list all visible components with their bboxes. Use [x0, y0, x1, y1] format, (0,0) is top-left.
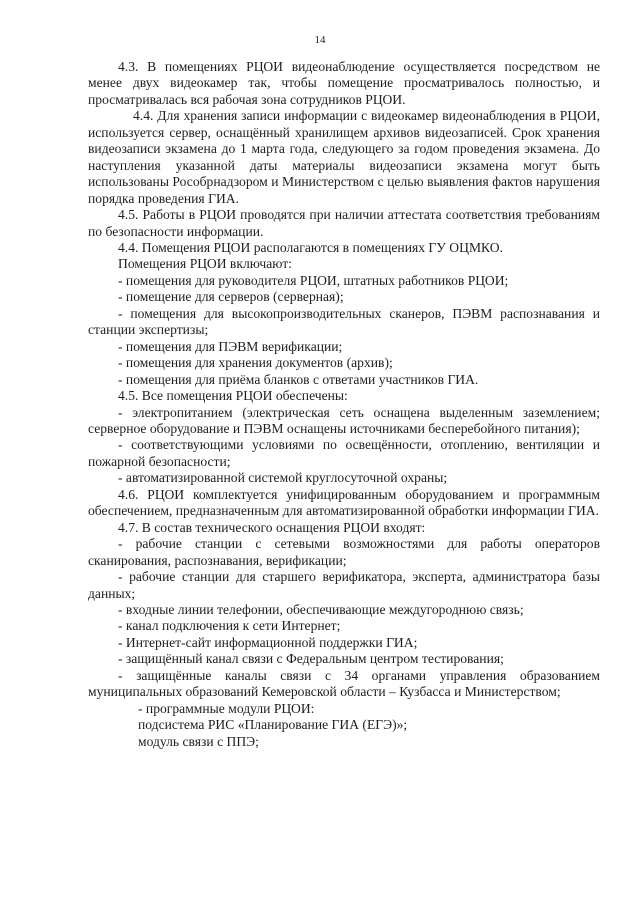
paragraph: - защищённый канал связи с Федеральным центром тестирования; [118, 651, 504, 667]
paragraph: - программные модули РЦОИ: [138, 700, 315, 716]
document-body [88, 59, 600, 750]
paragraph: 4.3. В помещениях РЦОИ видеонаблюдение осуществляется посредством не менее двух видеокамер так, чтобы помещение просматривалось полностью, и просматривалась вся рабочая зона сотрудников РЦОИ. [88, 59, 600, 107]
paragraph: - помещения для хранения документов (архив); [118, 355, 393, 371]
paragraph: - автоматизированной системой круглосуточной охраны; [118, 470, 448, 486]
page-number: 14 [314, 34, 326, 46]
paragraph: - защищённые каналы связи с 34 органами управления образованием муниципальных образований Кемеровской области – Кузбасса и Министерством; [88, 667, 600, 700]
paragraph: - помещения для руководителя РЦОИ, штатных работников РЦОИ; [118, 272, 509, 288]
paragraph: - помещения для ПЭВМ верификации; [118, 338, 343, 354]
paragraph: 4.4. Для хранения записи информации с видеокамер видеонаблюдения в РЦОИ, используется сервер, оснащённый хранилищем архивов видеозаписей. Срок хранения видеозаписи экзамена до 1 марта года, следующего за годом проведения экзамена. До наступления указанной даты материалы видеозаписи экзамена могут быть использованы Рособрнадзором и Министерством с целью выявления фактов нарушения порядка проведения ГИА. [88, 108, 600, 206]
paragraph: 4.6. РЦОИ комплектуется унифицированным оборудованием и программным обеспечением, предназначенным для автоматизированной обработки информации ГИА. [88, 486, 600, 519]
paragraph: 4.7. В состав технического оснащения РЦОИ входят: [118, 519, 426, 535]
paragraph: 4.4. Помещения РЦОИ располагаются в помещениях ГУ ОЦМКО. [118, 239, 503, 255]
paragraph: 4.5. Работы в РЦОИ проводятся при наличии аттестата соответствия требованиям по безопасности информации. [88, 207, 600, 239]
paragraph: - соответствующими условиями по освещённости, отоплению, вентиляции и пожарной безопасности; [88, 437, 600, 469]
paragraph: Помещения РЦОИ включают: [118, 256, 292, 272]
paragraph: - помещение для серверов (серверная); [118, 289, 344, 305]
paragraph: подсистема РИС «Планирование ГИА (ЕГЭ)»; [138, 717, 408, 733]
paragraph: - рабочие станции для старшего верификатора, эксперта, администратора базы данных; [88, 569, 600, 601]
paragraph: модуль связи с ППЭ; [138, 733, 259, 749]
paragraph: 4.5. Все помещения РЦОИ обеспечены: [118, 388, 348, 404]
paragraph: - рабочие станции с сетевыми возможностями для работы операторов сканирования, распознавания, верификации; [88, 536, 600, 568]
paragraph: - канал подключения к сети Интернет; [118, 618, 341, 634]
paragraph: - Интернет-сайт информационной поддержки ГИА; [118, 634, 418, 650]
paragraph: - помещения для приёма бланков с ответами участников ГИА. [118, 371, 479, 387]
paragraph: - электропитанием (электрическая сеть оснащена выделенным заземлением; серверное оборудование и ПЭВМ оснащены источниками бесперебойного питания); [88, 404, 600, 436]
paragraph: - входные линии телефонии, обеспечивающие междугороднюю связь; [118, 601, 524, 617]
paragraph: - помещения для высокопроизводительных сканеров, ПЭВМ распознавания и станции экспертизы; [88, 305, 600, 338]
